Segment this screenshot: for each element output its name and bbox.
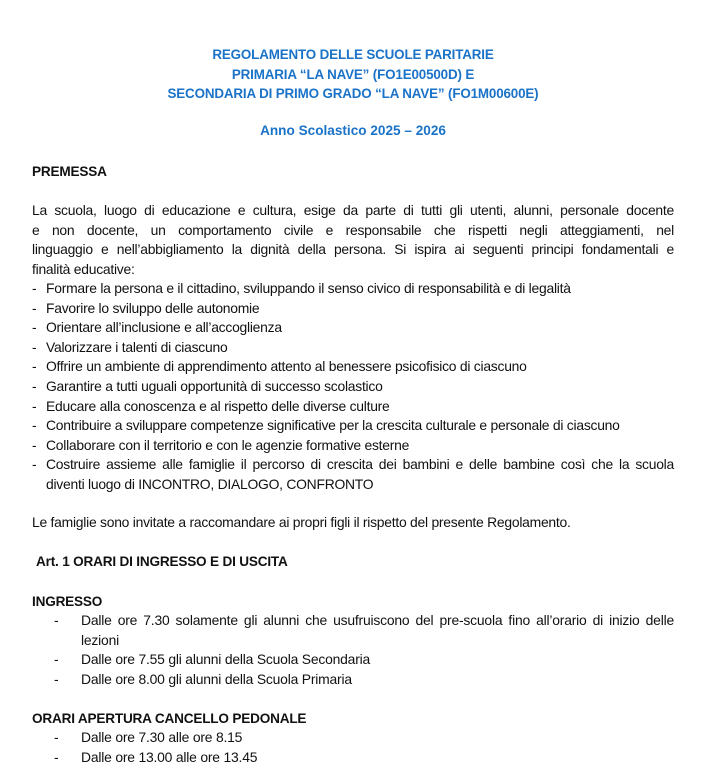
bullet-dash: - — [54, 651, 59, 668]
bullet-dash: - — [32, 280, 37, 296]
bullet-dash: - — [54, 748, 59, 765]
intro-line: linguaggio e nell’abbigliamento la dignità della persona. Si ispira ai seguenti principi fondamentali e — [32, 241, 674, 258]
bullet-dash: - — [32, 358, 37, 375]
bullet-dash: - — [32, 299, 37, 316]
principles-list — [32, 279, 674, 495]
bullet-dash: - — [32, 417, 37, 434]
list-item: - Dalle ore 7.55 gli alunni della Scuola Secondaria — [54, 650, 674, 670]
school-year: Anno Scolastico 2025 – 2026 — [260, 123, 446, 138]
bullet-dash: - — [54, 670, 59, 687]
cancello-list — [54, 728, 674, 767]
article-1-heading: Art. 1 ORARI DI INGRESSO E DI USCITA — [36, 554, 288, 569]
list-item: - Dalle ore 7.30 solamente gli alunni che usufruiscono del pre-scuola fino all’orario di inizio delle lezioni — [54, 612, 674, 648]
bullet-dash: - — [32, 436, 37, 453]
intro-line: e non docente, un comportamento civile e responsabile che rispetti negli atteggiamenti, nel — [32, 221, 674, 238]
intro-line: La scuola, luogo di educazione e cultura, esige da parte di tutti gli utenti, alunni, personale docente — [32, 202, 674, 218]
bullet-dash: - — [32, 456, 37, 473]
bullet-dash: - — [32, 377, 37, 394]
list-item: - Favorire lo sviluppo delle autonomie — [32, 299, 674, 319]
ingresso-heading: INGRESSO — [32, 594, 103, 609]
bullet-dash: - — [32, 397, 37, 414]
list-item: - Orientare all’inclusione e all’accoglienza — [32, 318, 674, 338]
document-title — [32, 45, 674, 104]
list-item: - Costruire assieme alle famiglie il percorso di crescita dei bambini e delle bambine così che la scuola diventi luogo di INCONTRO, DIALOGO, CONFRONTO — [32, 456, 674, 492]
list-item: - Educare alla conoscenza e al rispetto delle diverse culture — [32, 397, 674, 417]
bullet-dash: - — [32, 319, 37, 336]
ingresso-list — [54, 611, 674, 689]
list-item: - Contribuire a sviluppare competenze significative per la crescita culturale e personale di ciascuno — [32, 416, 674, 436]
bullet-dash: - — [54, 612, 59, 628]
list-item: - Formare la persona e il cittadino, sviluppando il senso civico di responsabilità e di legalità — [32, 279, 674, 299]
title-line: REGOLAMENTO DELLE SCUOLE PARITARIE — [212, 47, 494, 62]
list-item: - Dalle ore 13.00 alle ore 13.45 — [54, 748, 674, 767]
list-item: - Valorizzare i talenti di ciascuno — [32, 338, 674, 358]
premessa-heading: PREMESSA — [32, 164, 107, 179]
bullet-dash: - — [32, 338, 37, 355]
title-line: SECONDARIA DI PRIMO GRADO “LA NAVE” (FO1M00600E) — [167, 86, 539, 101]
cancello-heading: ORARI APERTURA CANCELLO PEDONALE — [32, 711, 307, 726]
list-item: - Collaborare con il territorio e con le agenzie formative esterne — [32, 436, 674, 456]
list-item: - Offrire un ambiente di apprendimento attento al benessere psicofisico di ciascuno — [32, 357, 674, 377]
list-item: - Dalle ore 7.30 alle ore 8.15 — [54, 728, 674, 748]
bullet-dash: - — [54, 729, 59, 745]
closing-sentence: Le famiglie sono invitate a raccomandare ai propri figli il rispetto del presente Regolamento. — [32, 514, 571, 530]
list-item: - Garantire a tutti uguali opportunità di successo scolastico — [32, 377, 674, 397]
intro-line: finalità educative: — [32, 260, 135, 277]
list-item: - Dalle ore 8.00 gli alunni della Scuola Primaria — [54, 670, 674, 690]
title-line: PRIMARIA “LA NAVE” (FO1E00500D) E — [231, 66, 475, 82]
premessa-intro — [32, 201, 674, 279]
